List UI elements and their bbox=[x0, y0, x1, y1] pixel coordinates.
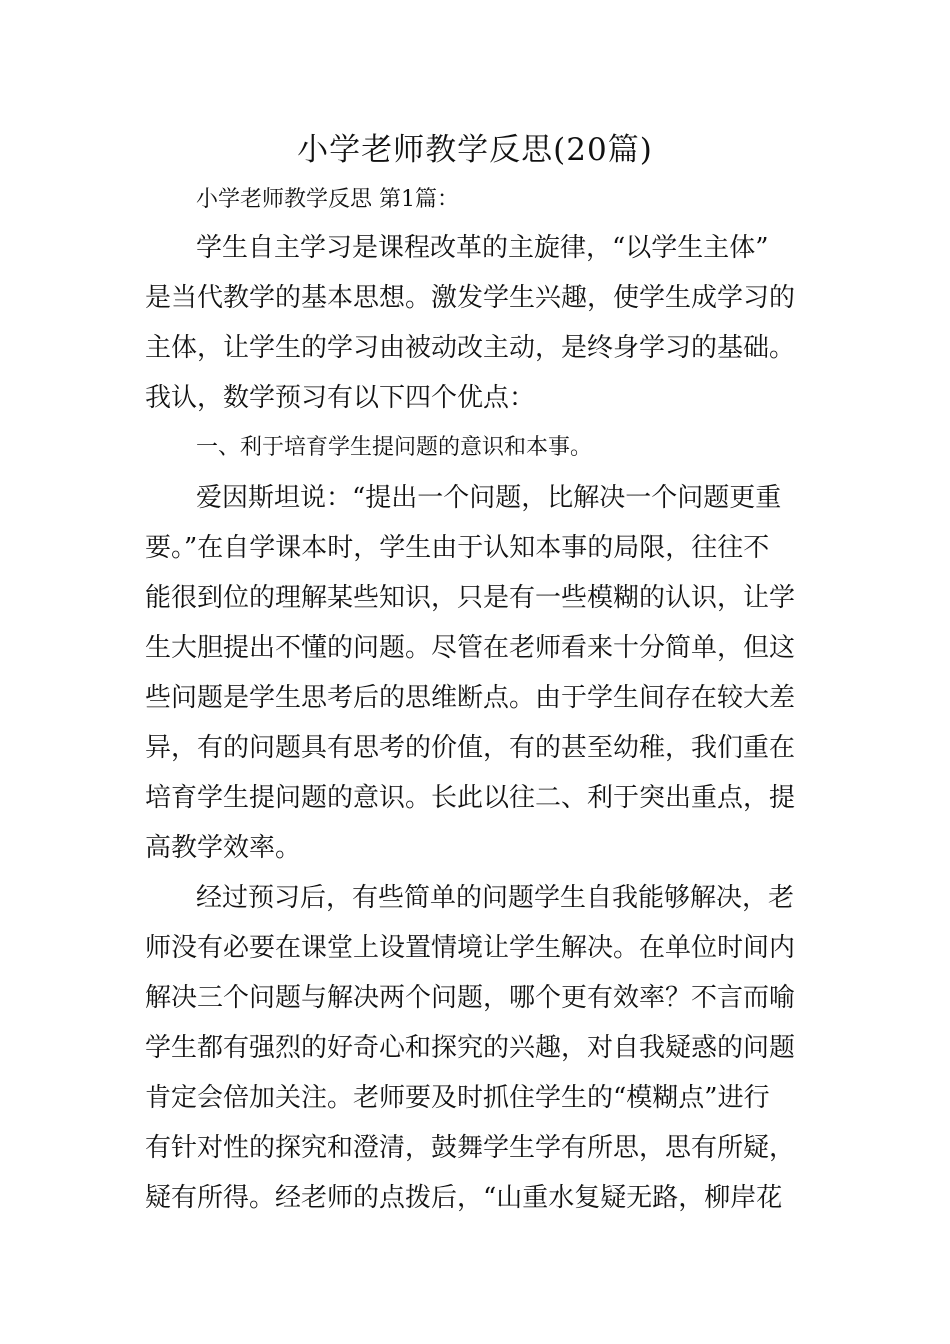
paragraph-line: 学生都有强烈的好奇心和探究的兴趣，对自我疑惑的问题 bbox=[145, 1033, 796, 1063]
paragraph-line: 培育学生提问题的意识。长此以往二、利于突出重点，提 bbox=[145, 783, 796, 813]
paragraph-line: 经过预习后，有些简单的问题学生自我能够解决，老 bbox=[196, 883, 795, 913]
paragraph-line: 有针对性的探究和澄清，鼓舞学生学有所思，思有所疑， bbox=[145, 1133, 796, 1163]
paragraph-line: 疑有所得。经老师的点拨后，“山重水复疑无路，柳岸花 bbox=[145, 1183, 783, 1213]
paragraph-line: 要。”在自学课本时，学生由于认知本事的局限，往往不 bbox=[145, 533, 770, 563]
paragraph-line: 我认，数学预习有以下四个优点： bbox=[145, 383, 536, 413]
section-heading: 小学老师教学反思 第1篇： bbox=[196, 187, 459, 212]
paragraph-line: 主体，让学生的学习由被动改主动，是终身学习的基础。 bbox=[145, 333, 796, 363]
paragraph-line: 些问题是学生思考后的思维断点。由于学生间存在较大差 bbox=[145, 683, 796, 713]
paragraph-line: 生大胆提出不懂的问题。尽管在老师看来十分简单，但这 bbox=[145, 633, 796, 663]
paragraph-line: 异，有的问题具有思考的价值，有的甚至幼稚，我们重在 bbox=[145, 733, 796, 763]
paragraph-line: 学生自主学习是课程改革的主旋律，“以学生主体” bbox=[196, 233, 769, 263]
paragraph-line: 解决三个问题与解决两个问题，哪个更有效率？不言而喻 bbox=[145, 983, 796, 1013]
paragraph-line: 是当代教学的基本思想。激发学生兴趣，使学生成学习的 bbox=[145, 283, 796, 313]
paragraph-line: 高教学效率。 bbox=[145, 833, 302, 863]
document-title: 小学老师教学反思(20篇) bbox=[297, 132, 653, 168]
point-heading: 一、利于培育学生提问题的意识和本事。 bbox=[196, 435, 593, 460]
paragraph-line: 师没有必要在课堂上设置情境让学生解决。在单位时间内 bbox=[145, 933, 796, 963]
paragraph-line: 肯定会倍加关注。老师要及时抓住学生的“模糊点”进行 bbox=[145, 1083, 770, 1113]
paragraph-line: 能很到位的理解某些知识，只是有一些模糊的认识，让学 bbox=[145, 583, 796, 613]
paragraph-line: 爱因斯坦说：“提出一个问题，比解决一个问题更重 bbox=[196, 483, 782, 513]
